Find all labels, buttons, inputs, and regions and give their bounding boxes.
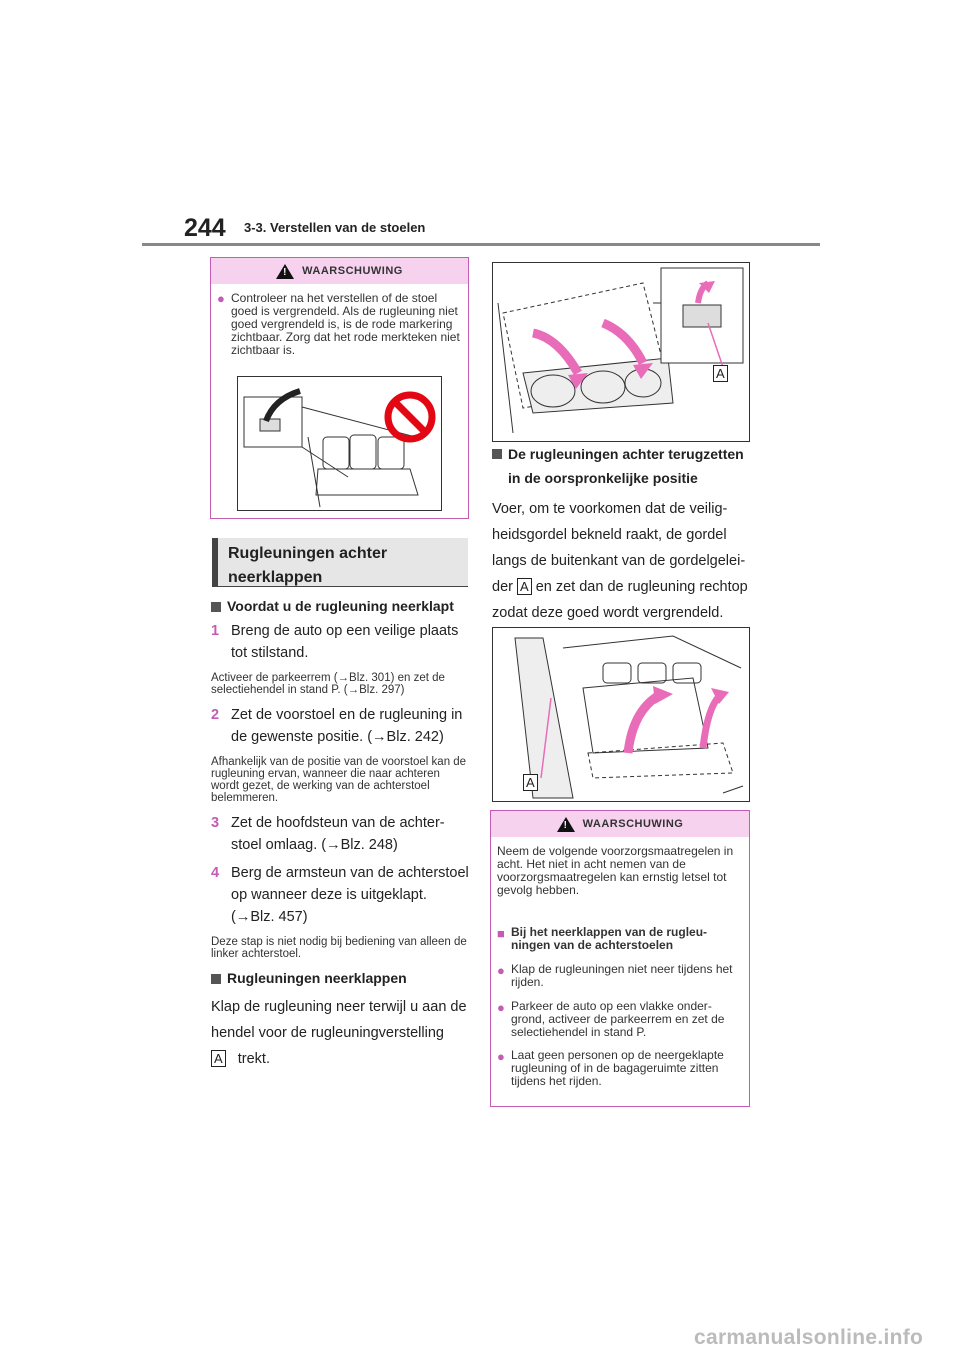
warning-text: Controleer na het verstellen of de stoel goed is vergrendeld. Als de rugleuning niet goed vergrendeld is, is de rode markering zichtbaar. Zorg dat het rode merkteken niet zichtbaar is. — [231, 291, 460, 357]
illustration-fold-seatback — [492, 262, 750, 442]
warning-intro: Neem de volgende voorzorgsmaatregelen in acht. Het niet in acht nemen van de voorzorgsmaatregelen kan ernstig letsel tot gevolg hebben. — [497, 844, 734, 897]
warning-header — [491, 811, 749, 837]
bullet-icon: ● — [217, 291, 225, 306]
note-1: Activeer de parkeerrem (→Blz. 301) en zet de selectiehendel in stand P. (→Blz. 297) — [211, 672, 445, 696]
subheading-folding: Rugleuningen neerklappen — [211, 970, 469, 986]
bullet-icon: ● — [497, 1000, 505, 1015]
label-a: A — [713, 365, 728, 382]
left-column — [211, 598, 469, 1072]
header-divider — [142, 243, 820, 246]
section-heading — [212, 538, 468, 586]
step-4: 4 Berg de armsteun van de achterstoel op wanneer deze is uitgeklapt. (→Blz. 457) — [211, 865, 469, 925]
warning-item: ● Klap de rugleuningen niet neer tijdens het rijden. — [497, 962, 733, 989]
warning-title: WAARSCHUWING — [302, 265, 403, 277]
label-a: A — [523, 774, 538, 791]
return-instruction: Voer, om te voorkomen dat de veiligheidsgordel bekneld raakt, de gordel langs de buitenkant van de gordelgeleider A en zet dan de rugleuning rechtop zodat deze goed wordt vergrendeld. — [492, 501, 748, 621]
note-3: Deze stap is niet nodig bij bediening van alleen de linker achterstoel. — [211, 936, 467, 960]
bullet-icon: ● — [497, 963, 505, 978]
warning-box-top — [210, 257, 469, 519]
warning-item: ● Parkeer de auto op een vlakke ondergrond, activeer de parkeerrem en zet de selectiehendel in stand P. — [497, 999, 725, 1039]
bullet-icon: ● — [497, 1049, 505, 1064]
section-title: 3-3. Verstellen van de stoelen — [244, 220, 426, 235]
step-1: 1 Breng de auto op een veilige plaats tot stilstand. — [211, 623, 459, 661]
prohibition-icon — [388, 395, 432, 439]
footer-watermark: carmanualsonline.info — [694, 1326, 924, 1349]
page-number: 244 — [184, 214, 226, 242]
subheading-return: De rugleuningen achter terugzetten in de oorspronkelijke positie — [492, 442, 750, 490]
warning-title: WAARSCHUWING — [582, 818, 684, 830]
illustration-seat-lever — [237, 376, 442, 511]
label-a: A — [517, 578, 532, 595]
step-3: 3 Zet de hoofdsteun van de achterstoel omlaag. (→Blz. 248) — [211, 815, 445, 853]
illustration-raise-seatback — [492, 627, 750, 802]
heading-divider — [212, 586, 468, 587]
folding-instruction: Klap de rugleuning neer terwijl u aan de hendel voor de rugleuningverstelling A trekt. — [211, 999, 467, 1067]
step-2: 2 Zet de voorstoel en de rugleuning in de gewenste positie. (→Blz. 242) — [211, 707, 463, 745]
subheading-before-folding: Voordat u de rugleuning neerklapt — [211, 598, 469, 614]
note-2: Afhankelijk van de positie van de voorstoel kan de rugleuning ervan, wanneer die naar achteren wordt gezet, de werking van de achterstoel belemmeren. — [211, 756, 467, 804]
warning-icon: ! — [557, 817, 575, 832]
label-a: A — [211, 1050, 226, 1067]
section-heading-text: Rugleuningen achter neerklappen — [228, 545, 388, 586]
square-bullet-icon — [211, 602, 221, 612]
square-bullet-icon: ■ — [497, 926, 505, 941]
warning-item: ● Laat geen personen op de neergeklapte rugleuning of in de bagageruimte zitten tijdens het rijden. — [497, 1048, 724, 1088]
warning-icon: ! — [276, 264, 294, 279]
warning-item — [217, 292, 463, 357]
square-bullet-icon — [211, 974, 221, 984]
right-column — [492, 442, 750, 626]
square-bullet-icon — [492, 449, 502, 459]
warning-box-bottom — [490, 810, 750, 1107]
warning-header — [211, 258, 468, 284]
warning-subhead: ■ Bij het neerklappen van de rugleuningen van de achterstoelen — [497, 925, 708, 952]
